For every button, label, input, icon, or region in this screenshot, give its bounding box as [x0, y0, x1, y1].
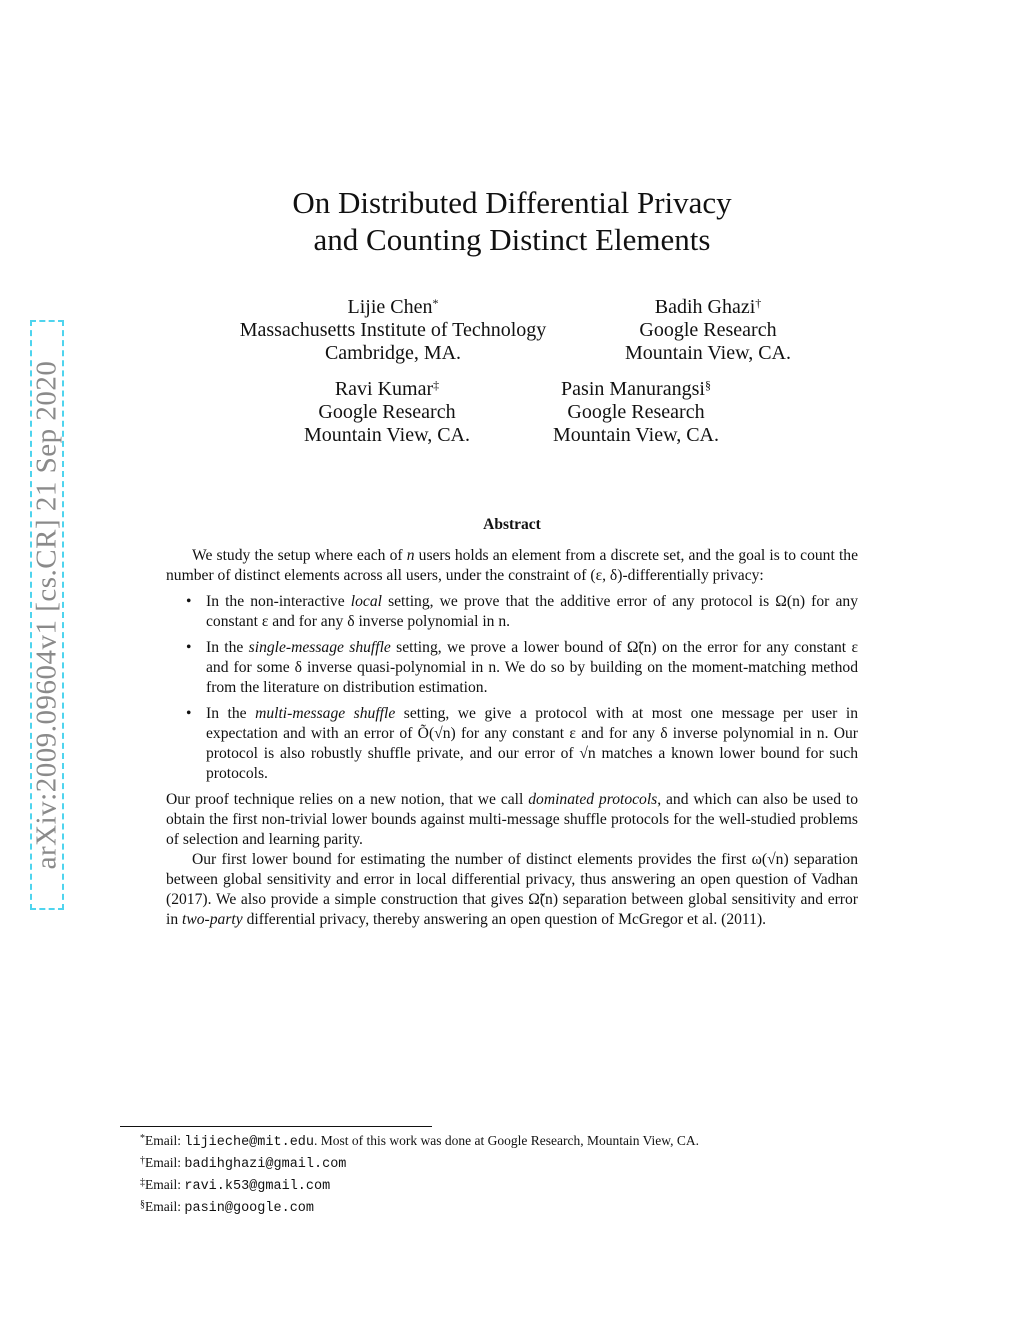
author-block-ghazi — [518, 296, 898, 365]
author-affiliation: Google Research — [639, 319, 777, 341]
abstract-paragraph-technique: Our proof technique relies on a new notion, that we call dominated protocols, and which can also be used to obtain the first non-trivial lower bounds against multi-message shuffle protocols for the well-studied problems of selection and learning parity. — [166, 791, 858, 848]
arxiv-id: arXiv:2009.09604v1 [cs.CR] 21 Sep 2020 — [30, 360, 63, 870]
author-name: Badih Ghazi† — [654, 296, 762, 318]
footnote: *Email: lijieche@mit.edu. Most of this work was done at Google Research, Mountain View, CA. — [140, 1133, 700, 1150]
list-item: • In the single-message shuffle setting, we prove a lower bound of Ω̃(n) on the error for any constant ε and for some δ inverse quasi-polynomial in n. We do so by building on the moment-matching method from the literature on distribution estimation. — [186, 639, 858, 696]
results-list — [166, 592, 858, 784]
title-line-2: and Counting Distinct Elements — [313, 222, 711, 257]
list-item: • In the non-interactive local setting, we prove that the additive error of any protocol is Ω(n) for any constant ε and for any δ inverse polynomial in n. — [186, 593, 858, 630]
author-location: Mountain View, CA. — [624, 342, 791, 364]
footnote: ‡Email: ravi.k53@gmail.com — [140, 1177, 331, 1194]
abstract-heading: Abstract — [483, 516, 541, 533]
abstract-intro: We study the setup where each of n users holds an element from a discrete set, and the goal is to count the number of distinct elements across all users, under the constraint of (ε, δ)-differentially privacy: — [166, 547, 858, 584]
arxiv-stamp — [30, 320, 64, 910]
author-affiliation: Google Research — [318, 401, 456, 423]
abstract-paragraph-separation: Our first lower bound for estimating the number of distinct elements provides the first ω(√n) separation between global sensitivity and error in local differential privacy, thus answering an open question of Vadhan (2017). We also provide a simple construction that gives Ω̃(n) separation between global sensitivity and error in two-party differential privacy, thereby answering an open question of McGregor et al. (2011). — [166, 851, 858, 928]
author-affiliation: Massachusetts Institute of Technology — [239, 319, 547, 341]
abstract-body — [166, 546, 858, 930]
list-item: • In the multi-message shuffle setting, we give a protocol with at most one message per user in expectation and with an error of Õ(√n) for any constant ε and for any δ inverse polynomial in n. Our protocol is also robustly shuffle private, and our error of √n matches a known lower bound for such protocols. — [186, 705, 859, 782]
email-link[interactable]: badihghazi@gmail.com — [184, 1157, 347, 1172]
footnotes — [140, 1131, 699, 1219]
author-location: Mountain View, CA. — [552, 424, 719, 446]
author-location: Cambridge, MA. — [324, 342, 462, 364]
author-name: Lijie Chen* — [347, 296, 439, 318]
email-link[interactable]: pasin@google.com — [184, 1201, 314, 1216]
email-link[interactable]: lijieche@mit.edu — [184, 1135, 314, 1150]
author-name: Pasin Manurangsi§ — [561, 378, 711, 400]
paper-title — [0, 184, 1024, 258]
author-affiliation: Google Research — [567, 401, 705, 423]
footnote-rule — [120, 1126, 432, 1127]
title-line-1: On Distributed Differential Privacy — [292, 185, 732, 220]
email-link[interactable]: ravi.k53@gmail.com — [184, 1179, 331, 1194]
footnote: †Email: badihghazi@gmail.com — [140, 1155, 347, 1172]
author-name: Ravi Kumar‡ — [334, 378, 440, 400]
footnote: §Email: pasin@google.com — [140, 1199, 314, 1216]
author-block-manurangsi — [446, 378, 826, 447]
author-location: Mountain View, CA. — [303, 424, 470, 446]
